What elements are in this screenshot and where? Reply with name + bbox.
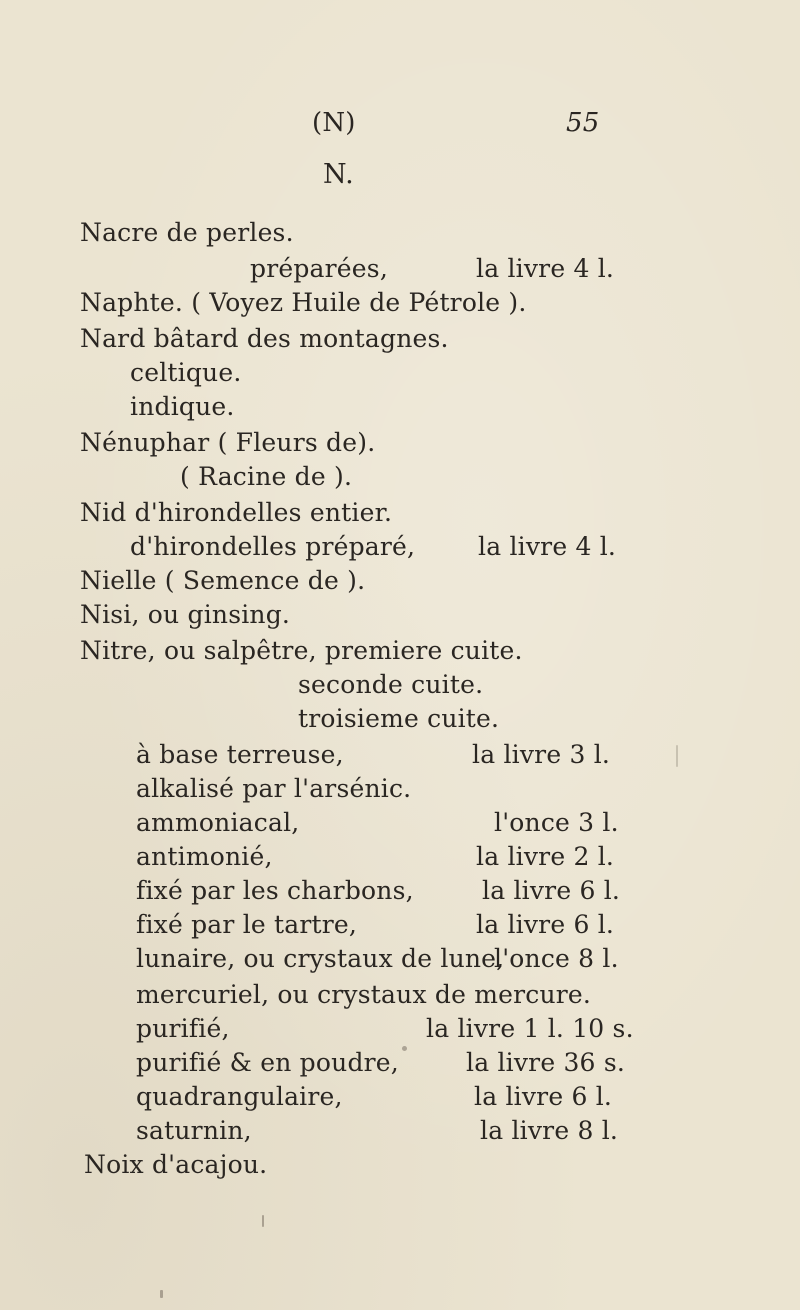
entry-text: Nard bâtard des montagnes. [80,324,449,353]
entry-price: l'once 3 l. [494,808,619,837]
entry-text: Noix d'acajou. [84,1150,268,1179]
entry-text: ( Racine de ). [180,462,353,491]
entry-price: la livre 4 l. [476,254,615,283]
entry-text: alkalisé par l'arsénic. [136,774,412,803]
entry-price: la livre 6 l. [482,876,621,905]
running-title: (N) [312,108,356,138]
entry-text: troisieme cuite. [298,704,500,733]
entry-text: purifié, [136,1014,230,1043]
entry-text: mercuriel, ou crystaux de mercure. [136,980,592,1009]
section-letter: N. [323,159,354,190]
entry-price: la livre 8 l. [480,1116,619,1145]
entry-text: seconde cuite. [298,670,484,699]
entry-text: fixé par le tartre, [136,910,358,939]
entry-text: ammoniacal, [136,808,300,837]
entry-text: Nitre, ou salpêtre, premiere cuite. [80,636,523,665]
entry-price: la livre 2 l. [476,842,615,871]
entry-text: préparées, [250,254,388,283]
page-number: 55 [566,108,600,138]
entry-price: l'once 8 l. [494,944,619,973]
entry-text: purifié & en poudre, [136,1048,399,1077]
entry-text: lunaire, ou crystaux de lune, [136,944,505,973]
paper-speck [676,745,678,767]
paper-speck [402,1046,407,1051]
entry-text: à base terreuse, [136,740,344,769]
paper-speck [160,1290,163,1298]
entry-price: la livre 3 l. [472,740,611,769]
paper-speck [262,1215,264,1227]
entry-text: celtique. [130,358,242,387]
entry-price: la livre 6 l. [474,1082,613,1111]
entry-text: Nénuphar ( Fleurs de). [80,428,376,457]
entry-text: Naphte. ( Voyez Huile de Pétrole ). [80,288,527,317]
entry-text: Nisi, ou ginsing. [80,600,291,629]
entry-price: la livre 4 l. [478,532,617,561]
entry-text: quadrangulaire, [136,1082,343,1111]
entry-price: la livre 6 l. [476,910,615,939]
entry-text: Nacre de perles. [80,218,294,247]
entry-text: d'hirondelles préparé, [130,532,416,561]
entry-text: Nid d'hirondelles entier. [80,498,393,527]
entry-text: indique. [130,392,235,421]
entry-text: Nielle ( Semence de ). [80,566,366,595]
entry-text: fixé par les charbons, [136,876,414,905]
entry-text: saturnin, [136,1116,252,1145]
entry-text: antimonié, [136,842,273,871]
entry-price: la livre 1 l. 10 s. [426,1014,634,1043]
entry-price: la livre 36 s. [466,1048,625,1077]
